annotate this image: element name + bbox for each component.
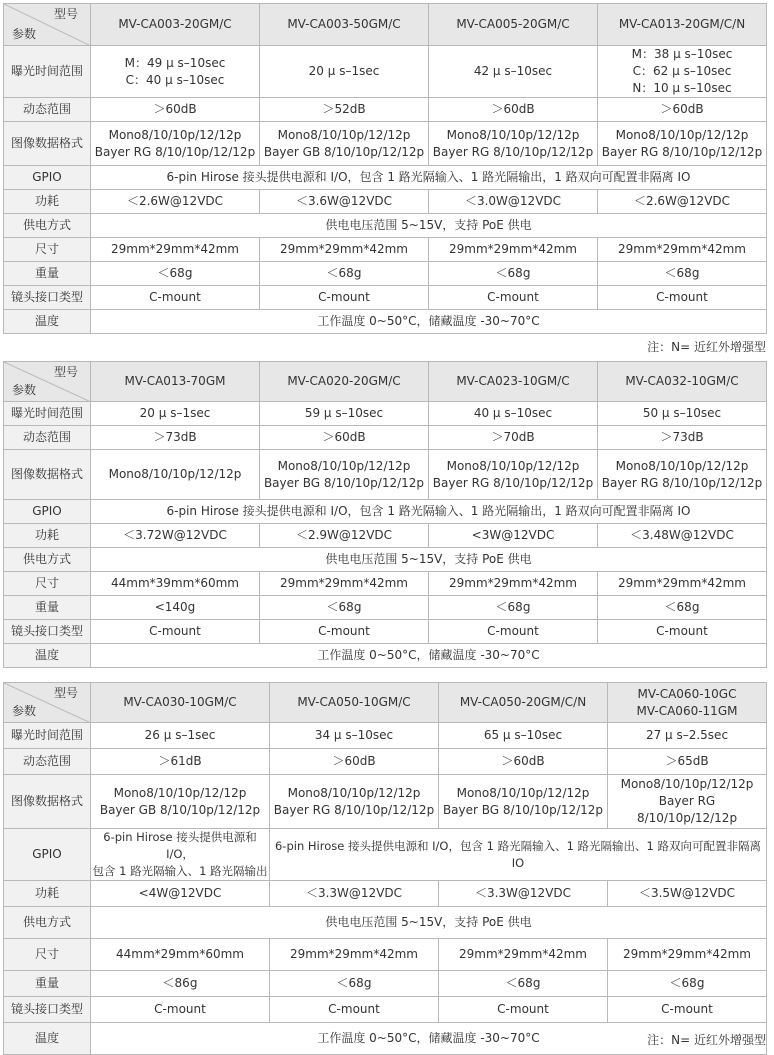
corner-param-label: 参数 <box>12 27 37 41</box>
row-exposure <box>4 402 767 426</box>
row-supply <box>4 907 767 939</box>
cell: <4W@12VDC <box>91 881 270 907</box>
row-label: 供电方式 <box>4 548 91 572</box>
cell: ＜68g <box>608 971 767 997</box>
cell: Mono8/10/10p/12/12p Bayer RG 8/10/10p/12/12p <box>429 122 598 166</box>
cell: ＜68g <box>270 971 439 997</box>
cell: 42 μ s–10sec <box>429 46 598 98</box>
cell: 工作温度 0~50°C，储藏温度 -30~70°C <box>91 644 767 668</box>
cell: ＞65dB <box>608 749 767 775</box>
cell: ＞73dB <box>598 426 767 450</box>
row-temp <box>4 644 767 668</box>
cell: 6-pin Hirose 接头提供电源和 I/O，包含 1 路光隔输入、1 路光隔输出，1 路双向可配置非隔离 IO <box>91 500 767 524</box>
cell: 29mm*29mm*42mm <box>598 572 767 596</box>
row-label: 图像数据格式 <box>4 775 91 829</box>
row-dynamic <box>4 98 767 122</box>
cell: C-mount <box>598 620 767 644</box>
cell: ＜3.5W@12VDC <box>608 881 767 907</box>
row-label: 镜头接口类型 <box>4 286 91 310</box>
row-gpio <box>4 166 767 190</box>
row-label: 动态范围 <box>4 749 91 775</box>
cell: C-mount <box>429 286 598 310</box>
cell: 供电电压范围 5~15V，支持 PoE 供电 <box>91 548 767 572</box>
cell: ＜3.0W@12VDC <box>429 190 598 214</box>
model-header: MV-CA020-20GM/C <box>260 362 429 402</box>
model-header: MV-CA032-10GM/C <box>598 362 767 402</box>
cell: <140g <box>91 596 260 620</box>
row-label: 动态范围 <box>4 426 91 450</box>
cell: 59 μ s–10sec <box>260 402 429 426</box>
cell: 供电电压范围 5~15V，支持 PoE 供电 <box>91 214 767 238</box>
cell: Mono8/10/10p/12/12p Bayer GB 8/10/10p/12/12p <box>260 122 429 166</box>
cell: ＜2.6W@12VDC <box>91 190 260 214</box>
cell: 工作温度 0~50°C，储藏温度 -30~70°C <box>91 310 767 334</box>
row-mount <box>4 620 767 644</box>
cell: M：49 μ s–10sec C：40 μ s–10sec <box>91 46 260 98</box>
spec-table-3 <box>3 682 767 1055</box>
cell: Mono8/10/10p/12/12p Bayer GB 8/10/10p/12/12p <box>91 775 270 829</box>
cell: ＜68g <box>429 262 598 286</box>
row-mount <box>4 997 767 1023</box>
cell: ＞60dB <box>439 749 608 775</box>
row-label: 镜头接口类型 <box>4 620 91 644</box>
cell: ＜68g <box>439 971 608 997</box>
cell: ＜3.6W@12VDC <box>260 190 429 214</box>
cell: Mono8/10/10p/12/12p Bayer RG 8/10/10p/12/12p <box>608 775 767 829</box>
cell: Mono8/10/10p/12/12p Bayer BG 8/10/10p/12/12p <box>439 775 608 829</box>
cell: ＜68g <box>598 596 767 620</box>
row-label: 重量 <box>4 971 91 997</box>
cell: ＜68g <box>260 596 429 620</box>
row-format <box>4 775 767 829</box>
cell: C-mount <box>270 997 439 1023</box>
row-label: 曝光时间范围 <box>4 46 91 98</box>
row-label: 图像数据格式 <box>4 122 91 166</box>
row-size <box>4 238 767 262</box>
cell: Mono8/10/10p/12/12p Bayer RG 8/10/10p/12/12p <box>91 122 260 166</box>
row-label: 重量 <box>4 262 91 286</box>
cell: 29mm*29mm*42mm <box>270 939 439 971</box>
row-exposure <box>4 46 767 98</box>
cell: ＜68g <box>429 596 598 620</box>
row-mount <box>4 286 767 310</box>
row-label: 曝光时间范围 <box>4 402 91 426</box>
cell: C-mount <box>260 620 429 644</box>
footnote: 注：N= 近红外增强型 <box>647 1033 766 1047</box>
cell: 44mm*39mm*60mm <box>91 572 260 596</box>
row-label: 功耗 <box>4 881 91 907</box>
row-label: 镜头接口类型 <box>4 997 91 1023</box>
cell: ＜68g <box>260 262 429 286</box>
row-label: 尺寸 <box>4 572 91 596</box>
corner-cell <box>4 4 91 46</box>
cell: ＞60dB <box>598 98 767 122</box>
model-header: MV-CA060-10GC MV-CA060-11GM <box>608 683 767 723</box>
cell: C-mount <box>598 286 767 310</box>
row-supply <box>4 214 767 238</box>
row-exposure <box>4 723 767 749</box>
header-row <box>4 4 767 46</box>
model-header: MV-CA013-20GM/C/N <box>598 4 767 46</box>
cell: ＜3.48W@12VDC <box>598 524 767 548</box>
row-dynamic <box>4 426 767 450</box>
row-gpio <box>4 829 767 881</box>
row-label: 重量 <box>4 596 91 620</box>
cell: 20 μ s–1sec <box>260 46 429 98</box>
cell: 20 μ s–1sec <box>91 402 260 426</box>
cell: ＞52dB <box>260 98 429 122</box>
corner-cell <box>4 683 91 723</box>
row-label: 功耗 <box>4 190 91 214</box>
cell: Mono8/10/10p/12/12p Bayer BG 8/10/10p/12/12p <box>260 450 429 500</box>
row-label: 温度 <box>4 1023 91 1055</box>
cell: ＜68g <box>91 262 260 286</box>
cell: ＜2.9W@12VDC <box>260 524 429 548</box>
cell: 27 μ s–2.5sec <box>608 723 767 749</box>
cell: 29mm*29mm*42mm <box>260 238 429 262</box>
cell: ＜3.3W@12VDC <box>270 881 439 907</box>
cell: C-mount <box>91 286 260 310</box>
cell: ＞70dB <box>429 426 598 450</box>
cell: 34 μ s–10sec <box>270 723 439 749</box>
corner-param-label: 参数 <box>12 704 37 718</box>
cell: ＜2.6W@12VDC <box>598 190 767 214</box>
row-label: 温度 <box>4 644 91 668</box>
cell: ＜3.72W@12VDC <box>91 524 260 548</box>
cell: 29mm*29mm*42mm <box>91 238 260 262</box>
cell: C-mount <box>439 997 608 1023</box>
row-size <box>4 572 767 596</box>
cell: 供电电压范围 5~15V，支持 PoE 供电 <box>91 907 767 939</box>
cell: 6-pin Hirose 接头提供电源和 I/O，包含 1 路光隔输入、1 路光隔输出、1 路双向可配置非隔离 IO <box>270 829 767 881</box>
cell: 40 μ s–10sec <box>429 402 598 426</box>
cell: C-mount <box>260 286 429 310</box>
cell: ＜86g <box>91 971 270 997</box>
row-format <box>4 122 767 166</box>
row-label: 动态范围 <box>4 98 91 122</box>
row-dynamic <box>4 749 767 775</box>
cell: 65 μ s–10sec <box>439 723 608 749</box>
cell: 29mm*29mm*42mm <box>608 939 767 971</box>
cell: 29mm*29mm*42mm <box>260 572 429 596</box>
model-header: MV-CA050-10GM/C <box>270 683 439 723</box>
header-row <box>4 362 767 402</box>
row-supply <box>4 548 767 572</box>
row-format <box>4 450 767 500</box>
model-header: MV-CA013-70GM <box>91 362 260 402</box>
row-weight <box>4 262 767 286</box>
row-label: 温度 <box>4 310 91 334</box>
model-header: MV-CA023-10GM/C <box>429 362 598 402</box>
cell: M：38 μ s–10sec C：62 μ s–10sec N：10 μ s–10sec <box>598 46 767 98</box>
cell: 29mm*29mm*42mm <box>439 939 608 971</box>
row-label: 功耗 <box>4 524 91 548</box>
row-label: 尺寸 <box>4 238 91 262</box>
cell: ＞60dB <box>429 98 598 122</box>
cell: C-mount <box>91 997 270 1023</box>
corner-cell <box>4 362 91 402</box>
footnote: 注：N= 近红外增强型 <box>647 340 766 354</box>
cell: 29mm*29mm*42mm <box>429 238 598 262</box>
row-label: GPIO <box>4 166 91 190</box>
spec-table-2 <box>3 361 767 668</box>
row-label: 供电方式 <box>4 214 91 238</box>
spec-table-1 <box>3 3 767 334</box>
model-header: MV-CA005-20GM/C <box>429 4 598 46</box>
cell: C-mount <box>91 620 260 644</box>
cell: ＜68g <box>598 262 767 286</box>
row-label: GPIO <box>4 500 91 524</box>
row-gpio <box>4 500 767 524</box>
cell: 26 μ s–1sec <box>91 723 270 749</box>
cell: C-mount <box>608 997 767 1023</box>
row-label: 曝光时间范围 <box>4 723 91 749</box>
row-temp <box>4 310 767 334</box>
cell: C-mount <box>429 620 598 644</box>
row-size <box>4 939 767 971</box>
cell: Mono8/10/10p/12/12p Bayer RG 8/10/10p/12/12p <box>598 450 767 500</box>
model-header: MV-CA030-10GM/C <box>91 683 270 723</box>
cell: 6-pin Hirose 接头提供电源和 I/O，包含 1 路光隔输入、1 路光隔输出，1 路双向可配置非隔离 IO <box>91 166 767 190</box>
cell: 工作温度 0~50°C，储藏温度 -30~70°C <box>91 1023 767 1055</box>
cell: ＞73dB <box>91 426 260 450</box>
model-header: MV-CA003-50GM/C <box>260 4 429 46</box>
cell: Mono8/10/10p/12/12p Bayer RG 8/10/10p/12/12p <box>270 775 439 829</box>
cell: 44mm*29mm*60mm <box>91 939 270 971</box>
corner-model-label: 型号 <box>53 7 78 21</box>
cell: 6-pin Hirose 接头提供电源和 I/O， 包含 1 路光隔输入、1 路光隔输出 <box>91 829 270 881</box>
cell: ＞61dB <box>91 749 270 775</box>
cell: 29mm*29mm*42mm <box>598 238 767 262</box>
cell: ＞60dB <box>260 426 429 450</box>
row-label: 供电方式 <box>4 907 91 939</box>
cell: <3W@12VDC <box>429 524 598 548</box>
row-power <box>4 524 767 548</box>
cell: 29mm*29mm*42mm <box>429 572 598 596</box>
corner-param-label: 参数 <box>12 383 37 397</box>
row-power <box>4 190 767 214</box>
cell: Mono8/10/10p/12/12p Bayer RG 8/10/10p/12/12p <box>429 450 598 500</box>
cell: ＞60dB <box>91 98 260 122</box>
cell: ＞60dB <box>270 749 439 775</box>
model-header: MV-CA003-20GM/C <box>91 4 260 46</box>
row-label: GPIO <box>4 829 91 881</box>
cell: 50 μ s–10sec <box>598 402 767 426</box>
row-power <box>4 881 767 907</box>
corner-model-label: 型号 <box>53 686 78 700</box>
row-weight <box>4 971 767 997</box>
model-header: MV-CA050-20GM/C/N <box>439 683 608 723</box>
row-label: 图像数据格式 <box>4 450 91 500</box>
corner-model-label: 型号 <box>53 365 78 379</box>
header-row <box>4 683 767 723</box>
row-label: 尺寸 <box>4 939 91 971</box>
row-weight <box>4 596 767 620</box>
cell: Mono8/10/10p/12/12p Bayer RG 8/10/10p/12/12p <box>598 122 767 166</box>
cell: ＜3.3W@12VDC <box>439 881 608 907</box>
cell: Mono8/10/10p/12/12p <box>91 450 260 500</box>
